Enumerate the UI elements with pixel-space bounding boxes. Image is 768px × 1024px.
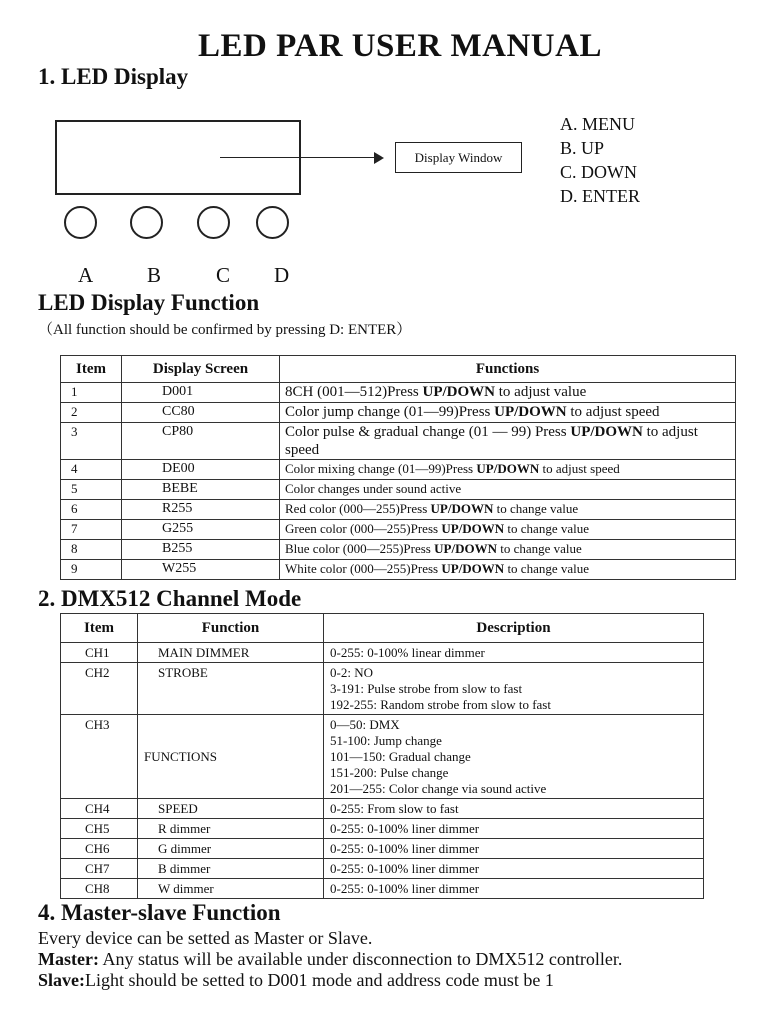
row-function: SPEED <box>138 799 324 819</box>
button-label-d: D <box>274 263 290 287</box>
row-function: FUNCTIONS <box>138 715 324 799</box>
dmx-table-row <box>61 643 704 663</box>
row-display-screen: W255 <box>122 560 280 580</box>
description-line: 0-255: 0-100% liner dimmer <box>330 841 480 856</box>
function-text-end: to adjust speed <box>566 404 660 420</box>
function-table-row <box>61 423 736 460</box>
row-function: G dimmer <box>138 839 324 859</box>
function-table-row <box>61 403 736 423</box>
function-text: Color changes under sound active <box>285 481 462 496</box>
description-line: 0-255: 0-100% liner dimmer <box>330 861 480 876</box>
function-table <box>60 355 736 580</box>
function-key: UP/DOWN <box>430 501 494 516</box>
function-text-end: to adjust speed <box>539 461 620 476</box>
row-display-screen: CC80 <box>122 403 280 423</box>
function-text: White color (000—255)Press <box>285 561 442 576</box>
row-function <box>280 383 736 403</box>
header-display-screen: Display Screen <box>122 356 280 383</box>
row-description <box>324 819 704 839</box>
page-title: LED PAR USER MANUAL <box>198 28 602 64</box>
row-function <box>280 403 736 423</box>
description-line: 0—50: DMX <box>330 717 400 732</box>
function-text: Color pulse & gradual change (01 — 99) Press <box>285 424 571 440</box>
row-display-screen: R255 <box>122 500 280 520</box>
description-line: 151-200: Pulse change <box>330 765 449 780</box>
row-function: STROBE <box>138 663 324 715</box>
arrow-head-icon <box>374 152 384 164</box>
function-key: UP/DOWN <box>494 404 567 420</box>
row-display-screen: B255 <box>122 540 280 560</box>
row-display-screen: DE00 <box>122 460 280 480</box>
legend-item-enter: D. ENTER <box>560 186 640 206</box>
row-function <box>280 423 736 460</box>
button-c-knob-icon <box>197 206 230 239</box>
button-d-knob-icon <box>256 206 289 239</box>
dmx-table-row <box>61 859 704 879</box>
row-function <box>280 500 736 520</box>
row-item: 1 <box>61 383 122 403</box>
function-key: UP/DOWN <box>441 561 505 576</box>
row-display-screen: G255 <box>122 520 280 540</box>
function-note: （All function should be confirmed by pressing D: ENTER） <box>38 322 412 338</box>
button-label-b: B <box>147 263 162 287</box>
function-key: UP/DOWN <box>422 384 495 400</box>
row-description <box>324 799 704 819</box>
row-channel: CH4 <box>61 799 138 819</box>
row-description <box>324 663 704 715</box>
function-table-row <box>61 540 736 560</box>
master-text: Any status will be available under disconnection to DMX512 controller. <box>98 949 623 969</box>
row-channel: CH5 <box>61 819 138 839</box>
master-label: Master: <box>38 949 99 969</box>
row-channel: CH3 <box>61 715 138 799</box>
description-line: 0-255: 0-100% linear dimmer <box>330 645 485 660</box>
function-table-row <box>61 500 736 520</box>
row-function <box>280 540 736 560</box>
description-line: 101—150: Gradual change <box>330 749 471 764</box>
function-table-header <box>61 356 736 383</box>
dmx-table-row <box>61 879 704 899</box>
function-table-row <box>61 520 736 540</box>
section-heading-master-slave: 4. Master-slave Function <box>38 900 281 925</box>
row-function: MAIN DIMMER <box>138 643 324 663</box>
dmx-table-row <box>61 819 704 839</box>
row-function <box>280 460 736 480</box>
row-function: W dimmer <box>138 879 324 899</box>
function-table-row <box>61 560 736 580</box>
function-text: 8CH (001—512)Press <box>285 384 423 400</box>
description-line: 201—255: Color change via sound active <box>330 781 547 796</box>
description-line: 3-191: Pulse strobe from slow to fast <box>330 681 523 696</box>
function-text: Red color (000—255)Press <box>285 501 431 516</box>
legend-item-down: C. DOWN <box>560 162 637 182</box>
section-heading-function: LED Display Function <box>38 290 260 315</box>
row-channel: CH2 <box>61 663 138 715</box>
slave-description <box>38 970 554 991</box>
row-description <box>324 879 704 899</box>
row-display-screen: BEBE <box>122 480 280 500</box>
row-function <box>280 560 736 580</box>
section-heading-led-display: 1. LED Display <box>38 64 189 89</box>
row-function: R dimmer <box>138 819 324 839</box>
button-label-c: C <box>216 263 231 287</box>
row-item: 9 <box>61 560 122 580</box>
row-description <box>324 859 704 879</box>
button-legend <box>560 112 640 208</box>
button-label-a: A <box>78 263 94 287</box>
function-text-end: to change value <box>496 541 582 556</box>
function-text-end: to adjust value <box>495 384 587 400</box>
dmx-table-header <box>61 614 704 643</box>
dmx-table-row <box>61 799 704 819</box>
row-display-screen: CP80 <box>122 423 280 460</box>
slave-text: Light should be setted to D001 mode and address code must be 1 <box>85 970 554 990</box>
description-line: 51-100: Jump change <box>330 733 442 748</box>
description-line: 0-2: NO <box>330 665 373 680</box>
row-description <box>324 839 704 859</box>
dmx-table-row <box>61 663 704 715</box>
row-function <box>280 520 736 540</box>
row-function <box>280 480 736 500</box>
dmx-table-row <box>61 839 704 859</box>
function-text: Green color (000—255)Press <box>285 521 442 536</box>
row-function: B dimmer <box>138 859 324 879</box>
description-line: 0-255: 0-100% liner dimmer <box>330 881 480 896</box>
function-text-end: to adjust speed <box>285 424 698 458</box>
row-description <box>324 715 704 799</box>
function-text-end: to change value <box>493 501 579 516</box>
header-item: Item <box>61 614 138 643</box>
description-line: 192-255: Random strobe from slow to fast <box>330 697 551 712</box>
row-channel: CH7 <box>61 859 138 879</box>
header-functions: Functions <box>280 356 736 383</box>
row-item: 2 <box>61 403 122 423</box>
function-table-row <box>61 460 736 480</box>
row-item: 8 <box>61 540 122 560</box>
function-key: UP/DOWN <box>434 541 497 556</box>
legend-item-up: B. UP <box>560 138 605 158</box>
function-key: UP/DOWN <box>570 424 643 440</box>
description-line: 0-255: 0-100% liner dimmer <box>330 821 480 836</box>
dmx-table-row <box>61 715 704 799</box>
function-text-end: to change value <box>504 521 589 536</box>
description-line: 0-255: From slow to fast <box>330 801 459 816</box>
function-text: Blue color (000—255)Press <box>285 541 435 556</box>
slave-label: Slave: <box>38 970 85 990</box>
row-item: 5 <box>61 480 122 500</box>
header-description: Description <box>324 614 704 643</box>
row-channel: CH1 <box>61 643 138 663</box>
function-key: UP/DOWN <box>441 521 505 536</box>
header-function: Function <box>138 614 324 643</box>
legend-item-menu: A. MENU <box>560 114 635 134</box>
section-heading-dmx: 2. DMX512 Channel Mode <box>38 586 302 611</box>
row-item: 4 <box>61 460 122 480</box>
row-item: 7 <box>61 520 122 540</box>
master-slave-intro: Every device can be setted as Master or Slave. <box>38 928 373 948</box>
arrow-line <box>220 157 375 158</box>
row-description <box>324 643 704 663</box>
header-item: Item <box>61 356 122 383</box>
button-b-knob-icon <box>130 206 163 239</box>
function-text-end: to change value <box>504 561 590 576</box>
function-text: Color mixing change (01—99)Press <box>285 461 477 476</box>
row-channel: CH6 <box>61 839 138 859</box>
function-table-row <box>61 480 736 500</box>
master-description <box>38 949 622 970</box>
row-display-screen: D001 <box>122 383 280 403</box>
function-text: Color jump change (01—99)Press <box>285 404 495 420</box>
row-item: 3 <box>61 423 122 460</box>
display-window-label: Display Window <box>395 142 522 173</box>
function-key: UP/DOWN <box>476 461 540 476</box>
button-a-knob-icon <box>64 206 97 239</box>
row-channel: CH8 <box>61 879 138 899</box>
row-item: 6 <box>61 500 122 520</box>
function-table-row <box>61 383 736 403</box>
dmx-channel-table <box>60 613 704 899</box>
